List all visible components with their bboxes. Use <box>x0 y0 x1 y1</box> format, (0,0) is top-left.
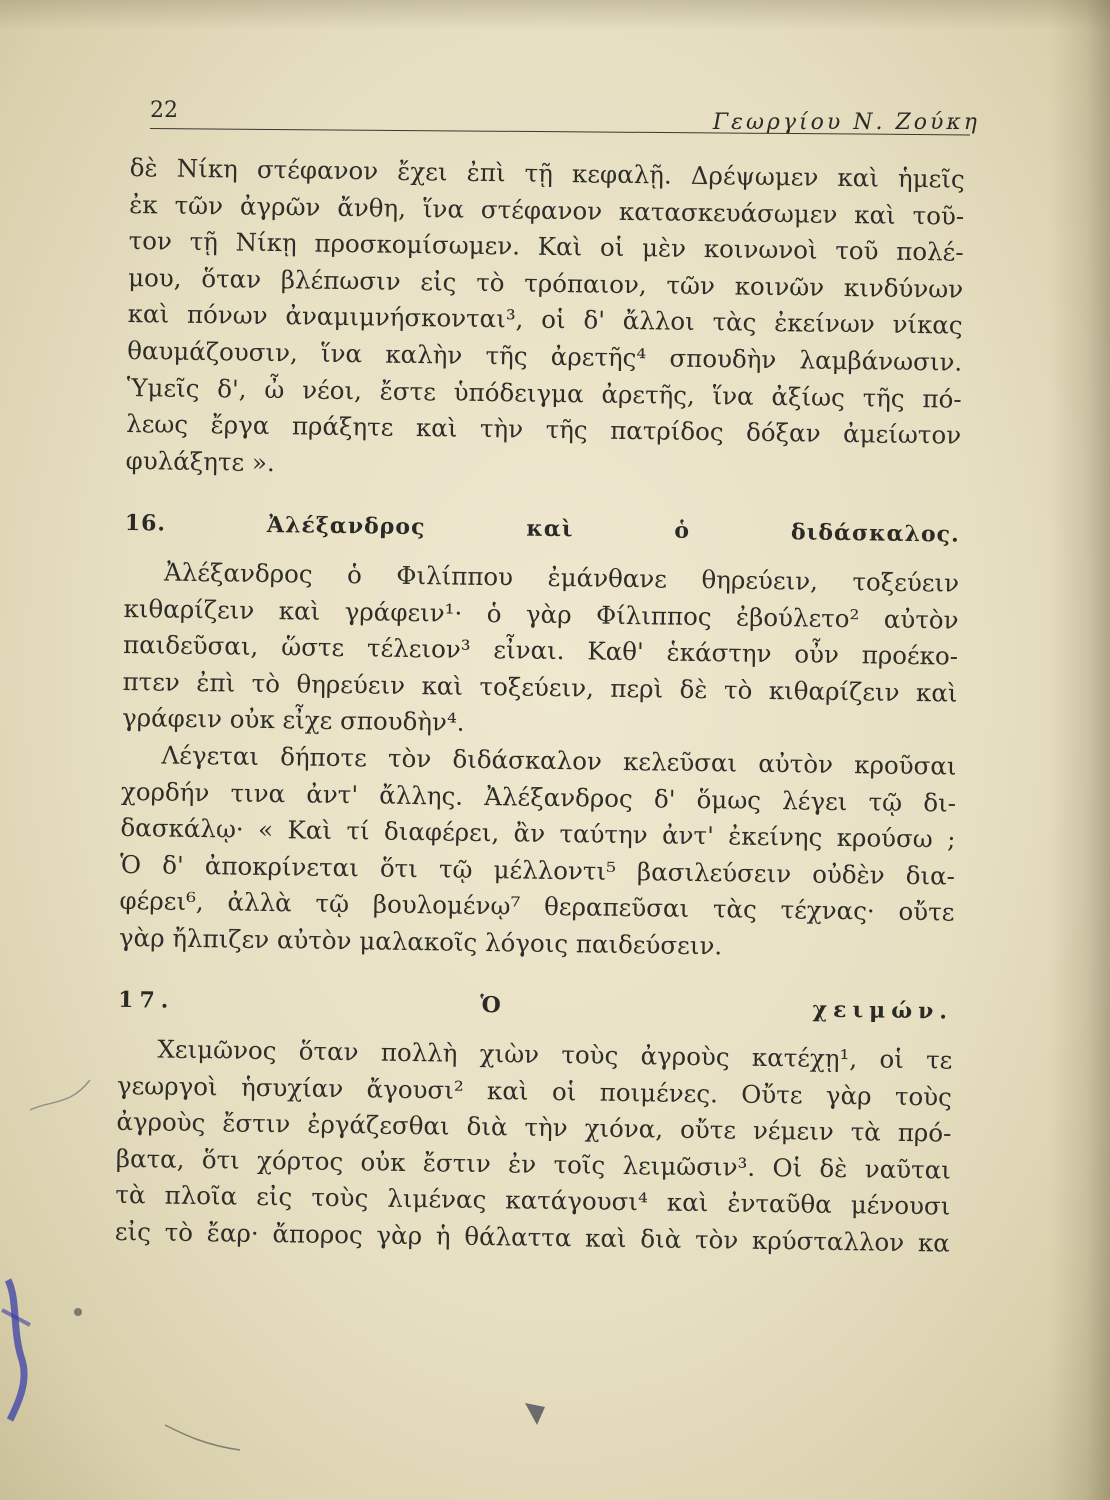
text-line: Ὁ δ' ἀποκρίνεται ὅτι τῷ μέλλοντι⁵ βασιλεύσειν οὐδὲν δια- <box>119 849 956 891</box>
text-line: εἰς τὸ ἔαρ· ἄπορος γὰρ ἡ θάλαττα καὶ διὰ τὸν κρύσταλλον κα <box>114 1216 951 1258</box>
ink-blot <box>515 1395 555 1435</box>
pencil-mark <box>160 1410 280 1470</box>
ink-stroke <box>8 1280 24 1420</box>
text-line: παιδεῦσαι, ὥστε τέλειον³ εἶναι. Καθ' ἑκάστην οὖν προέκο- <box>122 630 959 671</box>
section-17-paragraph-1 <box>115 1031 953 1262</box>
page-number: 22 <box>150 98 178 123</box>
text-line: δασκάλῳ· « Καὶ τί διαφέρει, ἂν ταύτην ἀντ' ἐκείνης κρούσω ; <box>120 813 956 854</box>
section-16-paragraph-1 <box>122 554 959 749</box>
page-body <box>115 150 965 1262</box>
text-line: τὰ πλοῖα εἰς τοὺς λιμένας κατάγουσι⁴ καὶ ἐνταῦθα μένουσι <box>115 1180 951 1221</box>
text-line: ἐκ τῶν ἀγρῶν ἄνθη, ἵνα στέφανον κατασκευάσωμεν καὶ τοῦ- <box>129 189 965 231</box>
text-line: πτεν ἐπὶ τὸ θηρεύειν καὶ τοξεύειν, περὶ δὲ τὸ κιθαρίζειν καὶ <box>122 666 958 708</box>
text-line: Ἀλέξανδρος ὁ Φιλίππου ἐμάνθανε θηρεύειν, τοξεύειν <box>163 557 960 598</box>
text-line: δὲ Νίκη στέφανον ἔχει ἐπὶ τῇ κεφαλῇ. Δρέψωμεν καὶ ἡμεῖς <box>129 152 965 194</box>
section-16-paragraph-2 <box>119 737 957 968</box>
text-line: γὰρ ἤλπιζεν αὐτὸν μαλακοῖς λόγοις παιδεύσειν. <box>118 922 723 961</box>
text-line: ἀγροὺς ἔστιν ἐργάζεσθαι διὰ τὴν χιόνα, οὔτε νέμειν τὰ πρό- <box>116 1107 952 1148</box>
text-line: Χειμῶνος ὅταν πολλὴ χιὼν τοὺς ἀγροὺς κατέχῃ¹, οἱ τε <box>157 1034 953 1075</box>
ink-dot <box>74 1308 82 1316</box>
text-line: μου, ὅταν βλέπωσιν εἰς τὸ τρόπαιον, τῶν κοινῶν κινδύνων <box>128 262 964 304</box>
ink-blot-shape <box>525 1403 545 1425</box>
page-shadow-top <box>0 0 1110 30</box>
text-line: βατα, ὅτι χόρτος οὐκ ἔστιν ἐν τοῖς λειμῶσιν³. Οἱ δὲ ναῦται <box>115 1143 952 1185</box>
section-16-title: 16. Ἀλέξανδρος καὶ ὁ διδάσκαλος. <box>124 510 960 548</box>
text-line: κιθαρίζειν καὶ γράφειν¹· ὁ γὰρ Φίλιππος ἐβούλετο² αὐτὸν <box>123 593 959 635</box>
text-line: θαυμάζουσιν, ἵνα καλὴν τῆς ἀρετῆς⁴ σπουδὴν λαμβάνωσιν. <box>126 335 963 377</box>
page-shadow-right <box>1050 0 1110 1500</box>
blue-ink-mark <box>0 1240 90 1440</box>
pencil-stroke <box>165 1425 240 1450</box>
text-line: φέρει⁶, ἀλλὰ τῷ βουλομένῳ⁷ θεραπεῦσαι τὰς τέχνας· οὔτε <box>119 886 955 927</box>
text-line: γράφειν οὐκ εἶχε σπουδὴν⁴. <box>121 703 465 738</box>
page-header <box>150 98 980 148</box>
text-line: Λέγεται δήποτε τὸν διδάσκαλον κελεῦσαι αὐτὸν κροῦσαι <box>161 740 957 781</box>
running-head: Γεωργίου Ν. Ζούκη <box>712 110 980 135</box>
text-line: Ὑμεῖς δ', ὦ νέοι, ἔστε ὑπόδειγμα ἀρετῆς, ἵνα ἀξίως τῆς πό- <box>126 372 962 414</box>
text-line: λεως ἔργα πράξητε καὶ τὴν τῆς πατρίδος δόξαν ἀμείωτον <box>125 409 962 450</box>
text-line: καὶ πόνων ἀναμιμνήσκονται³, οἱ δ' ἄλλοι τὰς ἐκείνων νίκας <box>127 299 963 341</box>
text-line: τον τῇ Νίκῃ προσκομίσωμεν. Καὶ οἱ μὲν κοινωνοὶ τοῦ πολέ- <box>128 226 964 267</box>
pencil-stroke <box>30 1080 90 1110</box>
passage-intro <box>125 150 965 491</box>
text-line: χορδήν τινα ἀντ' ἄλλης. Ἀλέξανδρος δ' ὅμως λέγει τῷ δι- <box>120 776 957 818</box>
text-line: γεωργοὶ ἡσυχίαν ἄγουσι² καὶ οἱ ποιμένες. Οὔτε γὰρ τοὺς <box>116 1070 953 1112</box>
text-line: φυλάξητε ». <box>125 445 275 477</box>
section-17-title: 17. Ὁ χειμών. <box>117 987 954 1026</box>
